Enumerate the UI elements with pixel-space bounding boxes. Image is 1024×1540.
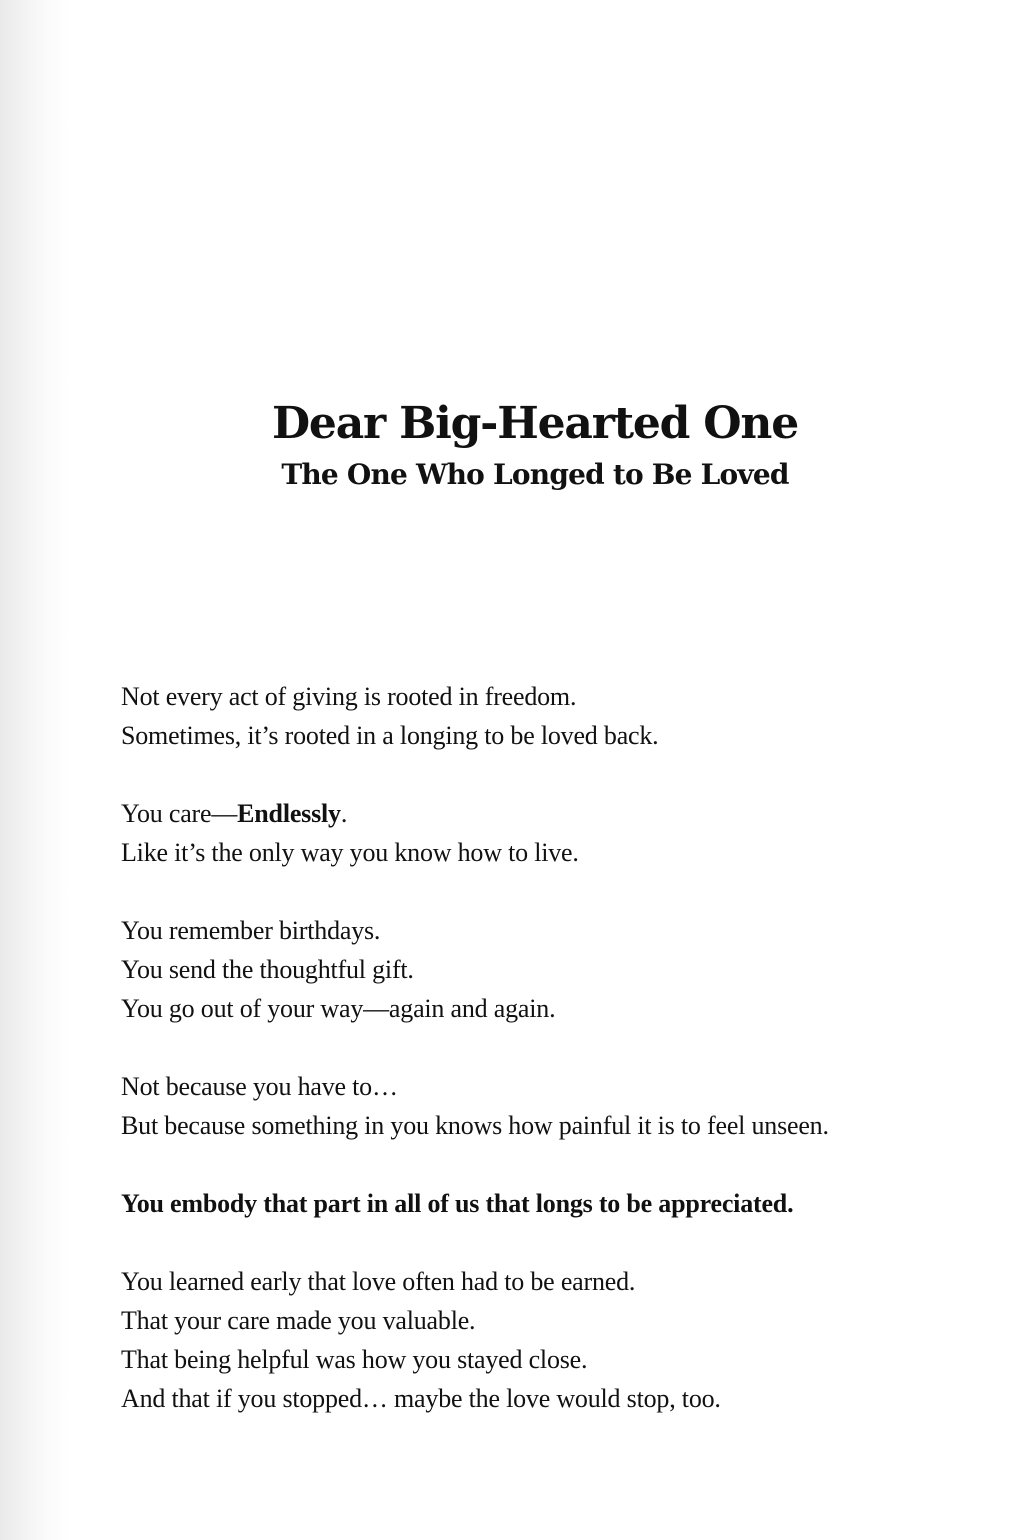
text-line: Not because you have to…	[121, 1072, 398, 1101]
text-line: Not every act of giving is rooted in freedom.	[121, 682, 577, 711]
stanza-6	[121, 1262, 1001, 1418]
text-line: Sometimes, it’s rooted in a longing to be loved back.	[121, 721, 659, 750]
text-fragment: .	[340, 799, 348, 828]
stanza-3	[121, 911, 1001, 1028]
text-line: And that if you stopped… maybe the love would stop, too.	[121, 1384, 721, 1413]
text-line: You go out of your way—again and again.	[121, 994, 556, 1023]
emphasis-word: Endlessly	[237, 799, 341, 828]
chapter-title: Dear Big-Hearted One	[271, 398, 799, 449]
stanza-2	[121, 794, 1001, 872]
stanza-1	[121, 677, 1001, 755]
stanza-4	[121, 1067, 1001, 1145]
text-line: You remember birthdays.	[121, 916, 381, 945]
text-line: But because something in you knows how painful it is to feel unseen.	[121, 1111, 829, 1140]
text-fragment: You care—	[121, 799, 238, 828]
emphasis-line: You embody that part in all of us that longs to be appreciated.	[121, 1189, 794, 1218]
chapter-heading	[70, 394, 1000, 496]
stanza-5	[121, 1184, 1001, 1223]
chapter-body	[121, 677, 1001, 1457]
text-line: That being helpful was how you stayed close.	[121, 1345, 588, 1374]
text-line: You learned early that love often had to be earned.	[121, 1267, 636, 1296]
text-line: Like it’s the only way you know how to live.	[121, 838, 579, 867]
text-line	[121, 794, 1001, 833]
text-line: You send the thoughtful gift.	[121, 955, 414, 984]
text-line: That your care made you valuable.	[121, 1306, 476, 1335]
chapter-subtitle: The One Who Longed to Be Loved	[281, 458, 789, 491]
